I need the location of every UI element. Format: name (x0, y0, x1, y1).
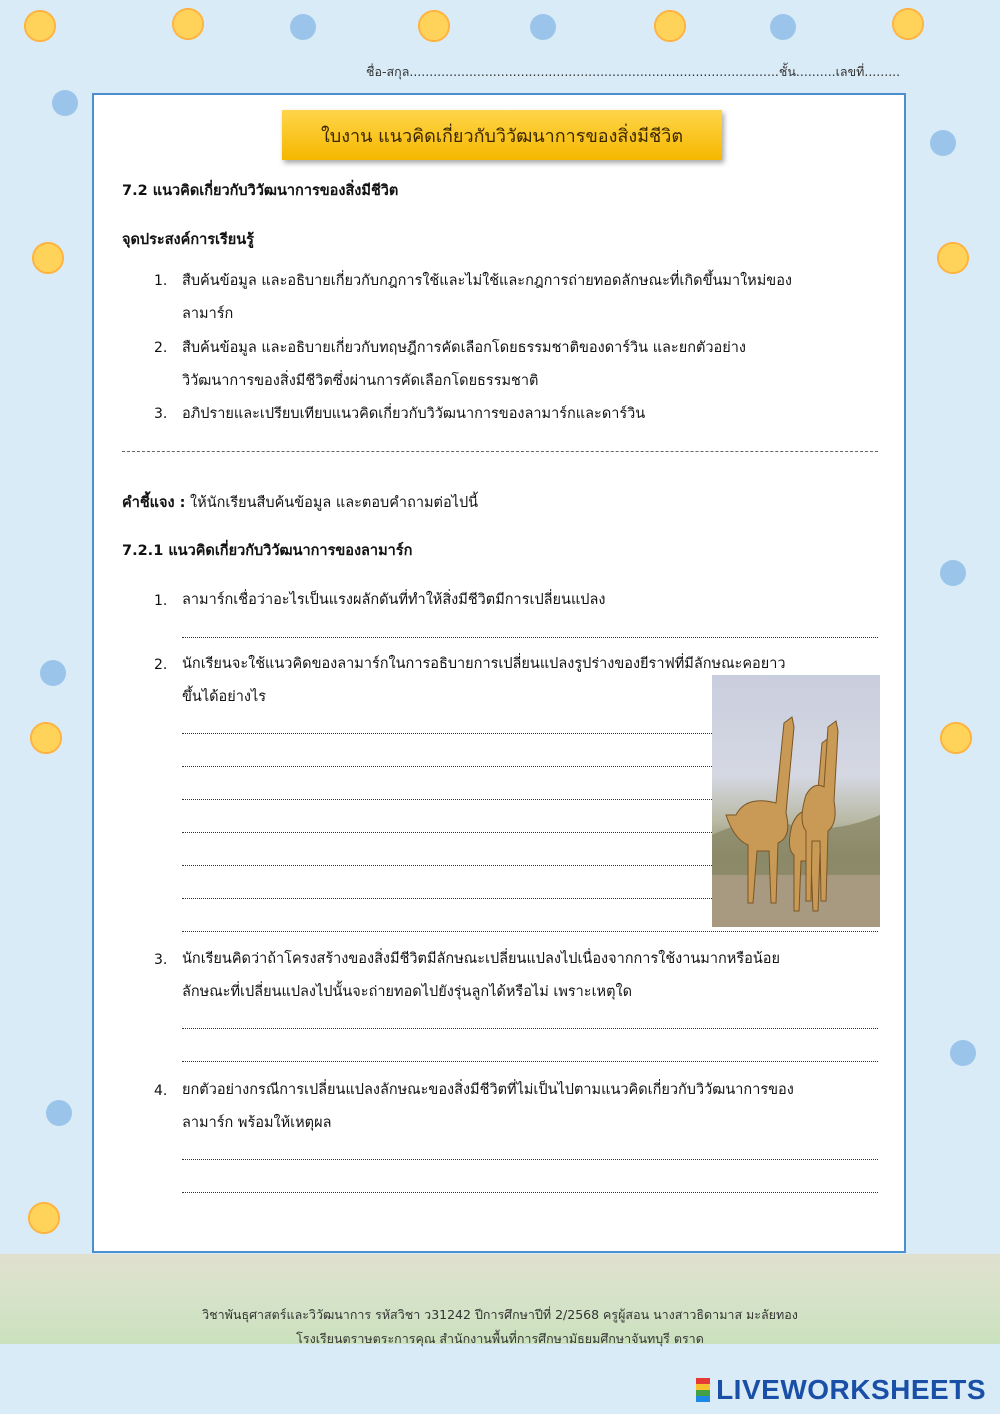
question-text: ยกตัวอย่างกรณีการเปลี่ยนแปลงลักษณะของสิ่งมีชีวิตที่ไม่เป็นไปตามแนวคิดเกี่ยวกับวิวัฒนาการของ (182, 1082, 794, 1098)
liveworksheets-logo (696, 1374, 986, 1406)
answer-line[interactable] (182, 1061, 878, 1062)
answer-line[interactable] (182, 1028, 878, 1029)
objective-line: สืบค้นข้อมูล และอธิบายเกี่ยวกับทฤษฎีการคัดเลือกโดยธรรมชาติของดาร์วิน และยกตัวอย่าง (182, 340, 746, 356)
section-heading: 7.2 แนวคิดเกี่ยวกับวิวัฒนาการของสิ่งมีชีวิต (122, 183, 399, 199)
answer-line[interactable] (182, 637, 878, 638)
objective-line: วิวัฒนาการของสิ่งมีชีวิตซึ่งผ่านการคัดเลือกโดยธรรมชาติ (182, 373, 539, 389)
liveworksheets-icon (696, 1378, 710, 1402)
divider (122, 451, 878, 452)
objectives-heading: จุดประสงค์การเรียนรู้ (122, 232, 254, 248)
question-text: นักเรียนจะใช้แนวคิดของลามาร์กในการอธิบายการเปลี่ยนแปลงรูปร่างของยีราฟที่มีลักษณะคอยาว (182, 656, 786, 672)
answer-line[interactable] (182, 832, 712, 833)
instruction-text: ให้นักเรียนสืบค้นข้อมูล และตอบคำถามต่อไปนี้ (185, 495, 479, 511)
worksheet-title: ใบงาน แนวคิดเกี่ยวกับวิวัฒนาการของสิ่งมีชีวิต (320, 125, 684, 147)
answer-line[interactable] (182, 865, 712, 866)
liveworksheets-brand: LIVEWORKSHEETS (716, 1374, 986, 1405)
student-name-line: ชื่อ-สกุล.............................................................................................ชั้น..........เลขที่......... (366, 64, 901, 79)
question-text: นักเรียนคิดว่าถ้าโครงสร้างของสิ่งมีชีวิตมีลักษณะเปลี่ยนแปลงไปเนื่องจากการใช้งานมากหรือน้อย (182, 951, 780, 967)
question-text: ลามาร์กเชื่อว่าอะไรเป็นแรงผลักดันที่ทำให้สิ่งมีชีวิตมีการเปลี่ยนแปลง (182, 592, 606, 608)
answer-line[interactable] (182, 1192, 878, 1193)
worksheet-panel (92, 93, 906, 1253)
subsection-heading: 7.2.1 แนวคิดเกี่ยวกับวิวัฒนาการของลามาร์ก (122, 543, 413, 559)
worksheet-title-banner (282, 110, 722, 160)
question-number: 2. (154, 657, 168, 673)
answer-line[interactable] (182, 1159, 878, 1160)
answer-line[interactable] (182, 733, 712, 734)
answer-line[interactable] (182, 898, 712, 899)
footer (0, 1303, 1000, 1351)
footer-line-2: โรงเรียนตราษตระการคุณ สำนักงานพื้นที่การศึกษามัธยมศึกษาจันทบุรี ตราด (296, 1331, 704, 1346)
answer-line[interactable] (182, 799, 712, 800)
question-number: 1. (154, 593, 168, 609)
instruction-label: คำชี้แจง : (122, 495, 186, 511)
answer-line[interactable] (182, 766, 712, 767)
objective-line: ลามาร์ก (182, 306, 234, 322)
question-text: ลามาร์ก พร้อมให้เหตุผล (182, 1115, 332, 1131)
answer-line[interactable] (182, 931, 878, 932)
objective-number: 3. (154, 406, 168, 422)
objective-number: 1. (154, 273, 168, 289)
objective-line: อภิปรายและเปรียบเทียบแนวคิดเกี่ยวกับวิวัฒนาการของลามาร์กและดาร์วิน (182, 406, 646, 422)
question-text: ลักษณะที่เปลี่ยนแปลงไปนั้นจะถ่ายทอดไปยังรุ่นลูกได้หรือไม่ เพราะเหตุใด (182, 984, 633, 1000)
objective-line: สืบค้นข้อมูล และอธิบายเกี่ยวกับกฎการใช้และไม่ใช้และกฎการถ่ายทอดลักษณะที่เกิดขึ้นมาใหม่ของ (182, 273, 792, 289)
objective-number: 2. (154, 340, 168, 356)
giraffe-photo (712, 675, 880, 927)
footer-line-1: วิชาพันธุศาสตร์และวิวัฒนาการ รหัสวิชา ว31242 ปีการศึกษาปีที่ 2/2568 ครูผู้สอน นางสาวธิดามาส มะลัยทอง (202, 1307, 798, 1322)
question-text: ขึ้นได้อย่างไร (182, 689, 267, 705)
instructions (122, 491, 478, 514)
question-number: 3. (154, 952, 168, 968)
question-number: 4. (154, 1083, 168, 1099)
